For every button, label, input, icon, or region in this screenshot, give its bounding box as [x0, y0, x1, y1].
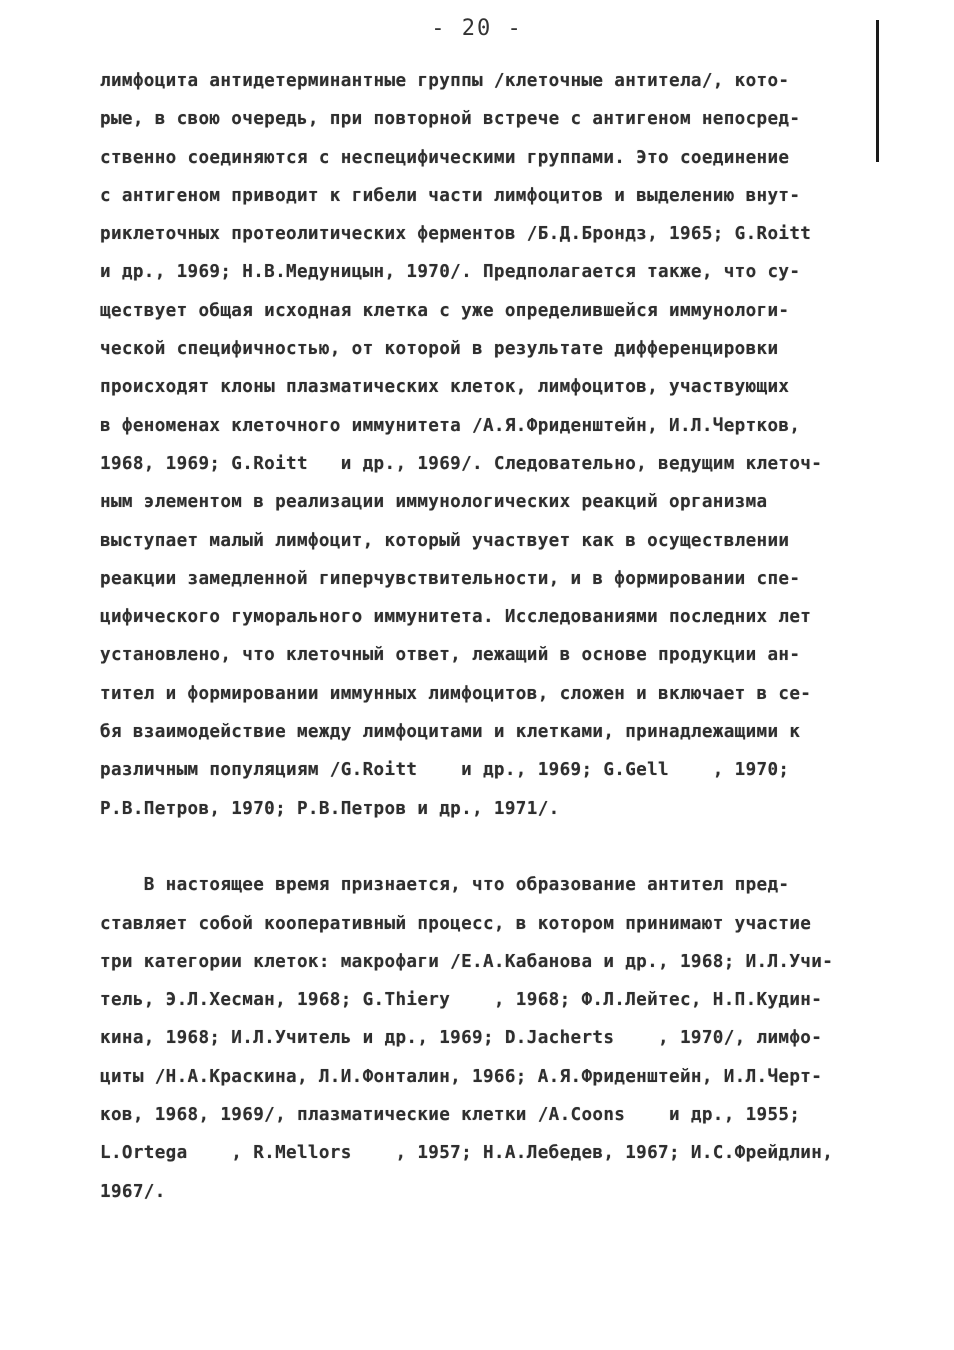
- text-line: цифического гуморального иммунитета. Исследованиями последних лет: [100, 607, 812, 628]
- text-line: ществует общая исходная клетка с уже определившейся иммунологи-: [100, 300, 790, 321]
- text-line: В настоящее время признается, что образование антител пред-: [100, 875, 790, 896]
- page-number: - 20 -: [431, 16, 523, 41]
- text-line: рые, в свою очередь, при повторной встрече с антигеном непосред-: [100, 109, 801, 130]
- text-line: реакции замедленной гиперчувствительности, и в формировании спе-: [100, 568, 801, 589]
- text-line: циты /Н.А.Краскина, Л.И.Фонталин, 1966; А.Я.Фриденштейн, И.Л.Черт-: [100, 1066, 823, 1087]
- text-line: установлено, что клеточный ответ, лежащий в основе продукции ан-: [100, 645, 801, 666]
- text-line: происходят клоны плазматических клеток, лимфоцитов, участвующих: [100, 377, 790, 398]
- text-line: с антигеном приводит к гибели части лимфоцитов и выделению внут-: [100, 185, 801, 206]
- paragraph-gap: [100, 828, 870, 866]
- text-line: различным популяциям /G.Roitt и др., 1969; G.Gell , 1970;: [100, 760, 790, 781]
- text-line: бя взаимодействие между лимфоцитами и клетками, принадлежащими к: [100, 722, 801, 743]
- body-text: [100, 62, 870, 1211]
- text-line: ков, 1968, 1969/, плазматические клетки /A.Coons и др., 1955;: [100, 1105, 801, 1126]
- text-line: в феноменах клеточного иммунитета /А.Я.Фриденштейн, И.Л.Чертков,: [100, 415, 801, 436]
- text-line: Р.В.Петров, 1970; Р.В.Петров и др., 1971/.: [100, 798, 560, 819]
- text-line: и др., 1969; Н.В.Медуницын, 1970/. Предполагается также, что су-: [100, 262, 801, 283]
- text-line: L.Ortega , R.Mellors , 1957; Н.А.Лебедев, 1967; И.С.Фрейдлин,: [100, 1143, 834, 1164]
- text-line: 1968, 1969; G.Roitt и др., 1969/. Следовательно, ведущим клеточ-: [100, 453, 823, 474]
- text-line: кина, 1968; И.Л.Учитель и др., 1969; D.Jacherts , 1970/, лимфо-: [100, 1028, 823, 1049]
- text-line: ческой специфичностью, от которой в результате дифференцировки: [100, 339, 779, 360]
- text-line: три категории клеток: макрофаги /Е.А.Кабанова и др., 1968; И.Л.Учи-: [100, 951, 834, 972]
- text-line: ственно соединяются с неспецифическими группами. Это соединение: [100, 147, 790, 168]
- text-line: тель, Э.Л.Хесман, 1968; G.Thiery , 1968; Ф.Л.Лейтес, Н.П.Кудин-: [100, 990, 823, 1011]
- text-line: 1967/.: [100, 1181, 166, 1202]
- text-line: ным элементом в реализации иммунологических реакций организма: [100, 492, 768, 513]
- text-line: лимфоцита антидетерминантные группы /клеточные антитела/, кото-: [100, 71, 790, 91]
- text-line: тител и формировании иммунных лимфоцитов, сложен и включает в се-: [100, 683, 812, 704]
- text-line: выступает малый лимфоцит, который участвует как в осуществлении: [100, 530, 790, 551]
- margin-rule: [876, 20, 879, 162]
- text-line: риклеточных протеолитических ферментов /Б.Д.Брондз, 1965; G.Roitt: [100, 224, 812, 245]
- text-line: ставляет собой кооперативный процесс, в котором принимают участие: [100, 913, 812, 934]
